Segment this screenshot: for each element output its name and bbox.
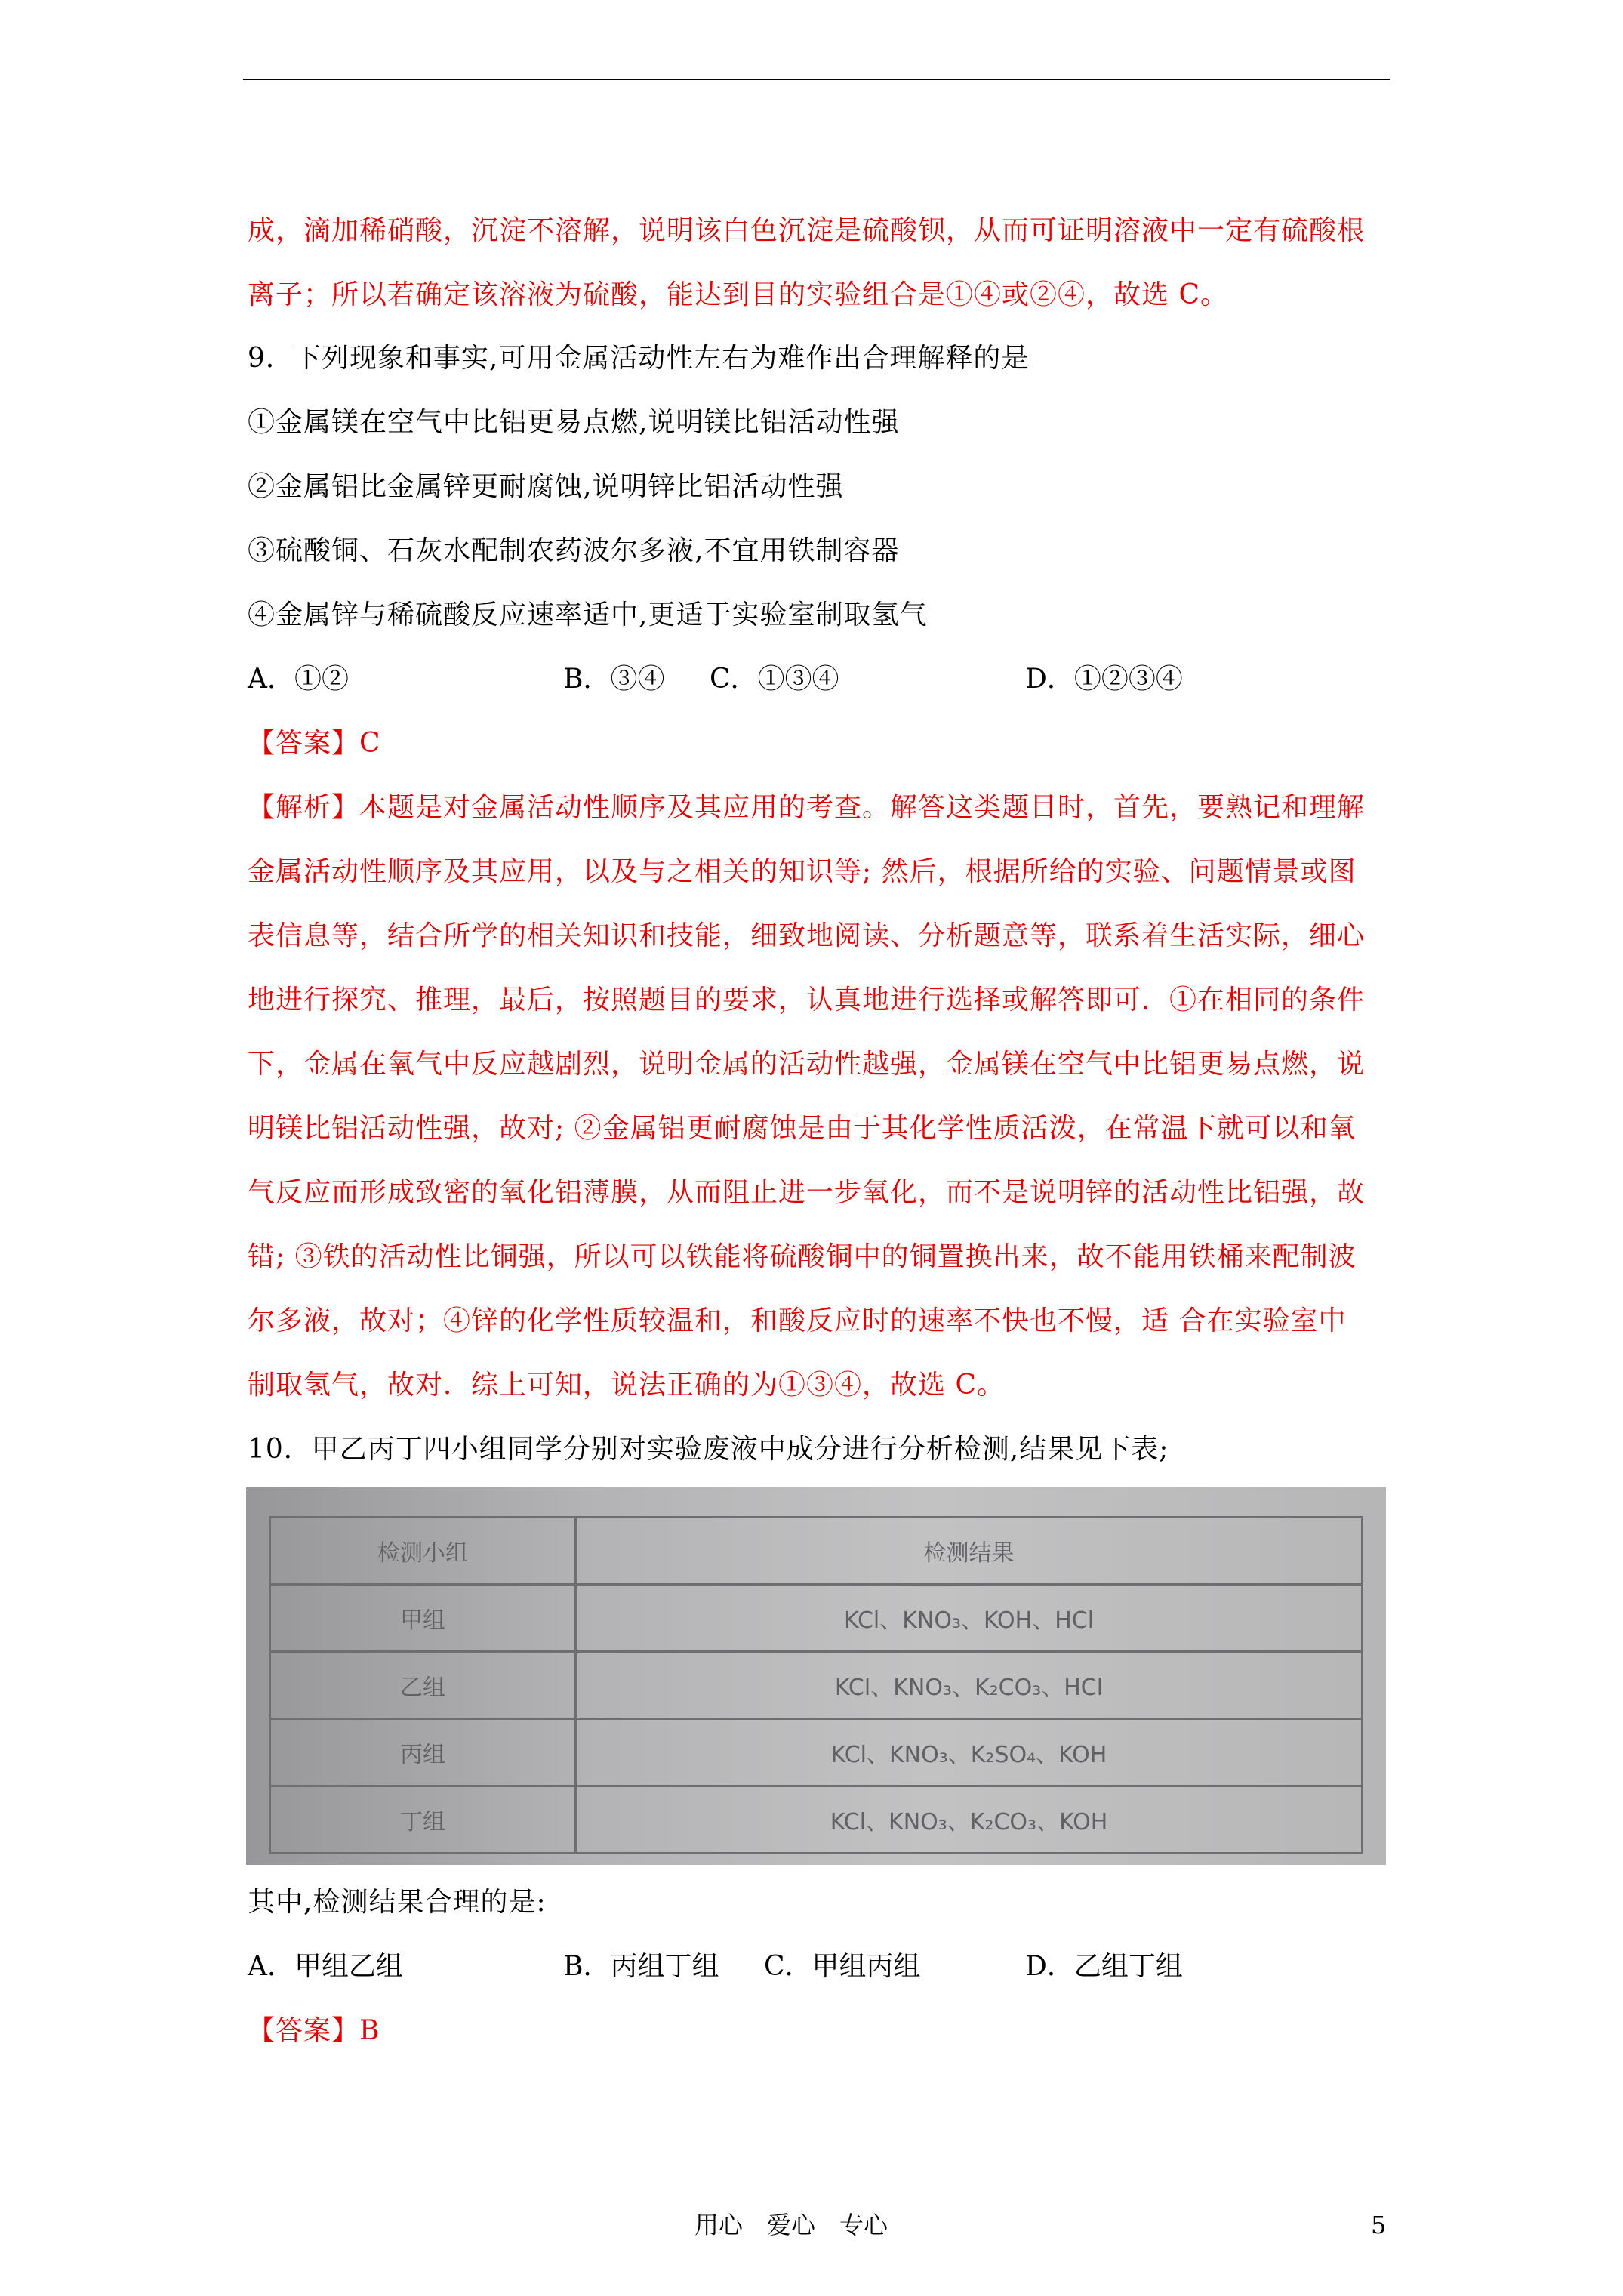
question-9-answer: 【答案】C <box>248 728 381 759</box>
question-9-statement: ③硫酸铜、石灰水配制农药波尔多液,不宜用铁制容器 <box>248 535 900 566</box>
header-rule <box>243 79 1390 80</box>
question-9-explanation: 地进行探究、推理，最后，按照题目的要求，认真地进行选择或解答即可．①在相同的条件 <box>248 985 1366 1015</box>
question-9-statement: ②金属铝比金属锌更耐腐蚀,说明锌比铝活动性强 <box>248 471 844 502</box>
table-cell-result: KCl、KNO₃、K₂SO₄、KOH <box>576 1719 1363 1786</box>
question-9-statement: ④金属锌与稀硫酸反应速率适中,更适于实验室制取氢气 <box>248 599 928 630</box>
table-cell-result: KCl、KNO₃、KOH、HCl <box>576 1585 1363 1652</box>
question-10-answer: 【答案】B <box>248 2015 380 2046</box>
text-line: 离子；所以若确定该溶液为硫酸，能达到目的实验组合是①④或②④，故选 C。 <box>248 279 1228 310</box>
question-9-explanation: 气反应而形成致密的氧化铝薄膜，从而阻止进一步氧化，而不是说明锌的活动性比铝强，故 <box>248 1177 1366 1208</box>
table-cell-group: 甲组 <box>270 1585 576 1652</box>
table-cell-group: 丁组 <box>270 1786 576 1854</box>
table-header-cell: 检测结果 <box>576 1518 1363 1585</box>
table-row <box>270 1585 1363 1652</box>
question-9-explanation: 错; ③铁的活动性比铜强，所以可以铁能将硫酸铜中的铜置换出来，故不能用铁桶来配制波 <box>248 1241 1357 1272</box>
question-9-explanation: 下，金属在氧气中反应越剧烈，说明金属的活动性越强，金属镁在空气中比铝更易点燃，说 <box>248 1049 1366 1080</box>
table-header-cell: 检测小组 <box>270 1518 576 1585</box>
table-cell-result: KCl、KNO₃、K₂CO₃、KOH <box>576 1786 1363 1854</box>
page-number: 5 <box>1371 2211 1387 2239</box>
question-9-explanation: 表信息等，结合所学的相关知识和技能，细致地阅读、分析题意等，联系着生活实际，细心 <box>248 920 1366 951</box>
results-table <box>269 1516 1363 1854</box>
table-row <box>270 1786 1363 1854</box>
text-line: 成，滴加稀硝酸，沉淀不溶解，说明该白色沉淀是硫酸钡，从而可证明溶液中一定有硫酸根 <box>248 215 1366 246</box>
table-cell-group: 乙组 <box>270 1652 576 1719</box>
table-row <box>270 1652 1363 1719</box>
question-9-explanation: 【解析】本题是对金属活动性顺序及其应用的考查。解答这类题目时，首先，要熟记和理解 <box>248 792 1366 823</box>
results-table-photo <box>246 1487 1386 1865</box>
footer-motto: 用心 爱心 专心 <box>694 2211 888 2239</box>
question-10-prompt: 其中,检测结果合理的是: <box>248 1887 547 1918</box>
question-9-explanation: 明镁比铝活动性强，故对; ②金属铝更耐腐蚀是由于其化学性质活泼，在常温下就可以和氧 <box>248 1113 1357 1144</box>
table-row <box>270 1719 1363 1786</box>
table-header-row <box>270 1518 1363 1585</box>
question-9-option-c: C．①③④ <box>710 664 839 695</box>
question-10-option-d: D．乙组丁组 <box>1025 1951 1183 1982</box>
question-9-option-b: B．③④ <box>563 664 665 695</box>
question-9-option-d: D．①②③④ <box>1025 664 1183 695</box>
question-10-option-c: C．甲组丙组 <box>764 1951 921 1982</box>
question-9-explanation: 尔多液，故对；④锌的化学性质较温和，和酸反应时的速率不快也不慢，适 合在实验室中 <box>248 1305 1347 1336</box>
question-9-explanation: 制取氢气，故对．综上可知，说法正确的为①③④，故选 C。 <box>248 1370 1005 1401</box>
question-9-statement: ①金属镁在空气中比铝更易点燃,说明镁比铝活动性强 <box>248 407 900 438</box>
question-10-option-b: B．丙组丁组 <box>563 1951 719 1982</box>
question-10-option-a: A．甲组乙组 <box>248 1951 403 1982</box>
table-cell-group: 丙组 <box>270 1719 576 1786</box>
question-9-option-a: A．①② <box>248 664 349 695</box>
question-10-stem: 10．甲乙丙丁四小组同学分别对实验废液中成分进行分析检测,结果见下表; <box>248 1434 1169 1465</box>
question-9-stem: 9．下列现象和事实,可用金属活动性左右为难作出合理解释的是 <box>248 343 1030 374</box>
table-cell-result: KCl、KNO₃、K₂CO₃、HCl <box>576 1652 1363 1719</box>
question-9-explanation: 金属活动性顺序及其应用，以及与之相关的知识等; 然后，根据所给的实验、问题情景或图 <box>248 856 1357 887</box>
